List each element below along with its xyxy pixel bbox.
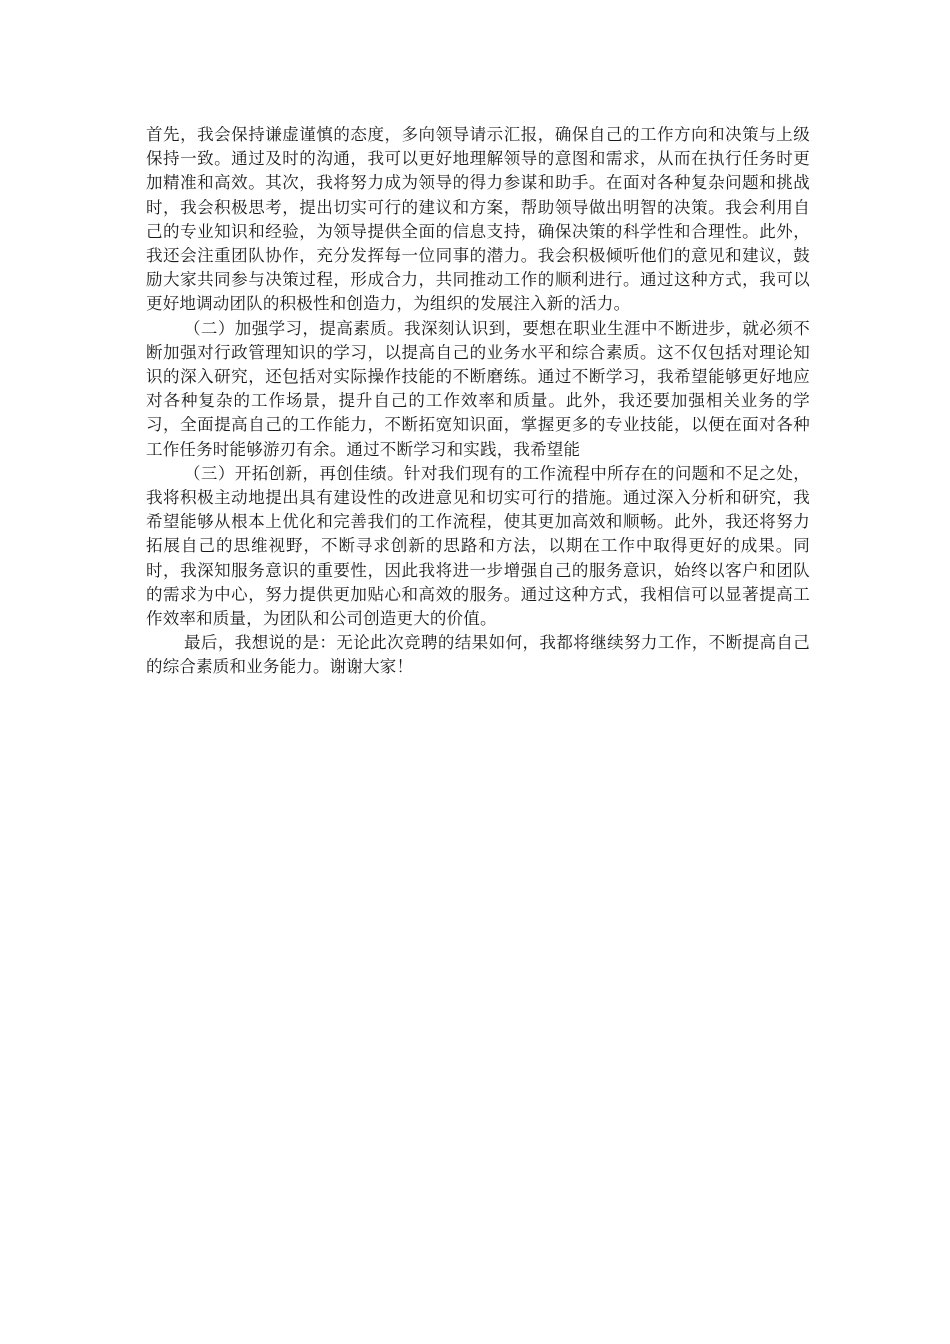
paragraph-closing: 最后，我想说的是：无论此次竞聘的结果如何，我都将继续努力工作，不断提高自己的综合素质和业务能力。谢谢大家！ [146, 633, 810, 677]
document-body [146, 123, 810, 680]
paragraph-opening: 首先，我会保持谦虚谨慎的态度，多向领导请示汇报，确保自己的工作方向和决策与上级保持一致。通过及时的沟通，我可以更好地理解领导的意图和需求，从而在执行任务时更加精准和高效。其次，我将努力成为领导的得力参谋和助手。在面对各种复杂问题和挑战时，我会积极思考，提出切实可行的建议和方案，帮助领导做出明智的决策。我会利用自己的专业知识和经验，为领导提供全面的信息支持，确保决策的科学性和合理性。此外，我还会注重团队协作，充分发挥每一位同事的潜力。我会积极倾听他们的意见和建议，鼓励大家共同参与决策过程，形成合力，共同推动工作的顺利进行。通过这种方式，我可以更好地调动团队的积极性和创造力，为组织的发展注入新的活力。 [146, 125, 810, 314]
paragraph-section-two: （二）加强学习，提高素质。我深刻认识到，要想在职业生涯中不断进步，就必须不断加强对行政管理知识的学习，以提高自己的业务水平和综合素质。这不仅包括对理论知识的深入研究，还包括对实际操作技能的不断磨练。通过不断学习，我希望能够更好地应对各种复杂的工作场景，提升自己的工作效率和质量。此外，我还要加强相关业务的学习，全面提高自己的工作能力，不断拓宽知识面，掌握更多的专业技能，以便在面对各种工作任务时能够游刃有余。通过不断学习和实践，我希望能 [146, 318, 810, 459]
paragraph-section-three: （三）开拓创新，再创佳绩。针对我们现有的工作流程中所存在的问题和不足之处，我将积极主动地提出具有建设性的改进意见和切实可行的措施。通过深入分析和研究，我希望能够从根本上优化和完善我们的工作流程，使其更加高效和顺畅。此外，我还将努力拓展自己的思维视野，不断寻求创新的思路和方法，以期在工作中取得更好的成果。同时，我深知服务意识的重要性，因此我将进一步增强自己的服务意识，始终以客户和团队的需求为中心，努力提供更加贴心和高效的服务。通过这种方式，我相信可以显著提高工作效率和质量，为团队和公司创造更大的价值。 [146, 463, 810, 629]
